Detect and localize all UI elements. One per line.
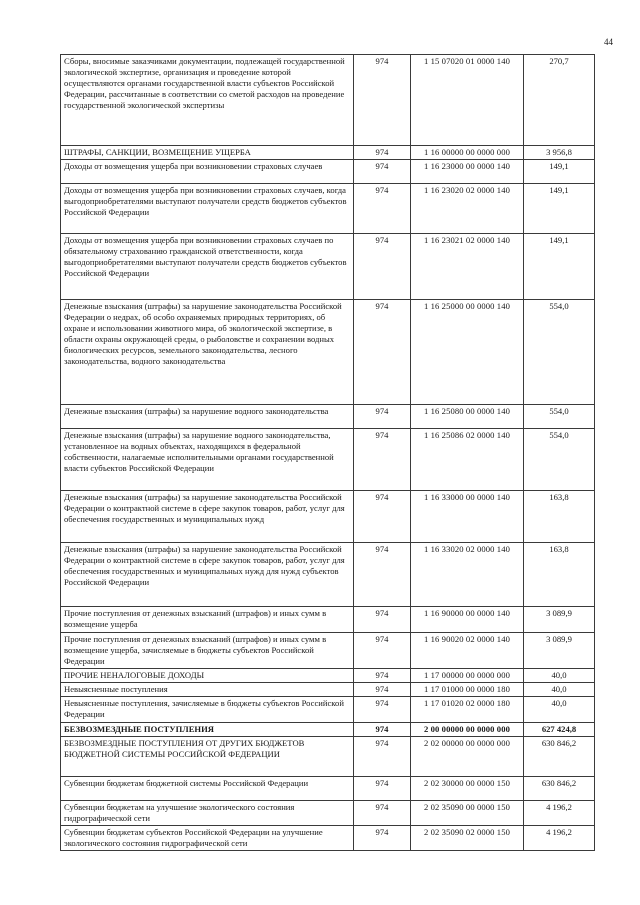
row-sum-cell: 554,0 (524, 300, 595, 405)
row-budget-code-cell: 1 16 90020 02 0000 140 (411, 633, 524, 669)
row-sum-cell: 627 424,8 (524, 723, 595, 737)
row-budget-code-cell: 1 16 33020 02 0000 140 (411, 543, 524, 607)
row-admin-code-cell: 974 (354, 405, 411, 429)
row-budget-code-cell: 2 02 30000 00 0000 150 (411, 777, 524, 801)
row-sum-cell: 630 846,2 (524, 737, 595, 777)
row-name-cell: ПРОЧИЕ НЕНАЛОГОВЫЕ ДОХОДЫ (61, 669, 354, 683)
row-admin-code-cell: 974 (354, 669, 411, 683)
row-admin-code-cell: 974 (354, 697, 411, 723)
table-row (61, 697, 595, 723)
row-name-cell: Невыясненные поступления (61, 683, 354, 697)
row-admin-code-cell: 974 (354, 607, 411, 633)
row-budget-code-cell: 2 00 00000 00 0000 000 (411, 723, 524, 737)
row-sum-cell: 554,0 (524, 429, 595, 491)
row-sum-cell: 3 956,8 (524, 146, 595, 160)
row-admin-code-cell: 974 (354, 491, 411, 543)
row-name-cell: Доходы от возмещения ущерба при возникновении страховых случаев, когда выгодоприобретателями выступают получатели средств бюджетов субъектов Российской Федерации (61, 184, 354, 234)
row-sum-cell: 4 196,2 (524, 801, 595, 826)
row-name-cell: Прочие поступления от денежных взысканий (штрафов) и иных сумм в возмещение ущерба (61, 607, 354, 633)
row-admin-code-cell: 974 (354, 633, 411, 669)
row-budget-code-cell: 1 16 23000 00 0000 140 (411, 160, 524, 184)
row-budget-code-cell: 2 02 35090 02 0000 150 (411, 826, 524, 851)
table-row (61, 826, 595, 851)
row-name-cell: Сборы, вносимые заказчиками документации, подлежащей государственной экологической экспертизе, организация и проведение которой осуществляются органами государственной власти субъектов Российской Федерации, рассчитанные в соответствии со сметой расходов на проведение государственной экологической экспертизы (61, 55, 354, 146)
row-sum-cell: 163,8 (524, 543, 595, 607)
row-admin-code-cell: 974 (354, 55, 411, 146)
table-row (61, 737, 595, 777)
row-sum-cell: 149,1 (524, 184, 595, 234)
table-row (61, 801, 595, 826)
row-admin-code-cell: 974 (354, 683, 411, 697)
table-row (61, 543, 595, 607)
row-sum-cell: 4 196,2 (524, 826, 595, 851)
row-name-cell: БЕЗВОЗМЕЗДНЫЕ ПОСТУПЛЕНИЯ ОТ ДРУГИХ БЮДЖЕТОВ БЮДЖЕТНОЙ СИСТЕМЫ РОССИЙСКОЙ ФЕДЕРАЦИИ (61, 737, 354, 777)
row-budget-code-cell: 1 17 01020 02 0000 180 (411, 697, 524, 723)
table-row (61, 777, 595, 801)
table-row (61, 184, 595, 234)
row-admin-code-cell: 974 (354, 300, 411, 405)
row-admin-code-cell: 974 (354, 777, 411, 801)
row-admin-code-cell: 974 (354, 429, 411, 491)
row-admin-code-cell: 974 (354, 184, 411, 234)
page-number: 44 (604, 37, 613, 47)
row-admin-code-cell: 974 (354, 146, 411, 160)
row-sum-cell: 163,8 (524, 491, 595, 543)
table-row (61, 723, 595, 737)
row-admin-code-cell: 974 (354, 723, 411, 737)
row-sum-cell: 40,0 (524, 683, 595, 697)
table-body (61, 55, 595, 851)
table-row (61, 405, 595, 429)
row-budget-code-cell: 2 02 00000 00 0000 000 (411, 737, 524, 777)
row-sum-cell: 3 089,9 (524, 607, 595, 633)
row-name-cell: Прочие поступления от денежных взысканий (штрафов) и иных сумм в возмещение ущерба, зачисляемые в бюджеты субъектов Российской Федерации (61, 633, 354, 669)
row-name-cell: Доходы от возмещения ущерба при возникновении страховых случаев по обязательному страхованию гражданской ответственности, когда выгодоприобретателями выступают получатели средств бюджетов субъектов Российской Федерации (61, 234, 354, 300)
row-budget-code-cell: 1 16 33000 00 0000 140 (411, 491, 524, 543)
row-budget-code-cell: 1 16 25086 02 0000 140 (411, 429, 524, 491)
row-budget-code-cell: 1 16 25080 00 0000 140 (411, 405, 524, 429)
row-sum-cell: 149,1 (524, 234, 595, 300)
row-name-cell: Денежные взыскания (штрафы) за нарушение законодательства Российской Федерации о недрах, об особо охраняемых природных территориях, об охране и использовании животного мира, об экологической экспертизе, в области охраны окружающей среды, о рыболовстве и сохранении водных биологических ресурсов, земельного законодательства, лесного законодательства, водного законодательства (61, 300, 354, 405)
row-sum-cell: 270,7 (524, 55, 595, 146)
row-sum-cell: 149,1 (524, 160, 595, 184)
row-sum-cell: 630 846,2 (524, 777, 595, 801)
row-admin-code-cell: 974 (354, 801, 411, 826)
table-row (61, 683, 595, 697)
table-row (61, 160, 595, 184)
table-row (61, 55, 595, 146)
row-admin-code-cell: 974 (354, 543, 411, 607)
row-admin-code-cell: 974 (354, 737, 411, 777)
row-admin-code-cell: 974 (354, 234, 411, 300)
table-row (61, 234, 595, 300)
table-row (61, 633, 595, 669)
row-budget-code-cell: 2 02 35090 00 0000 150 (411, 801, 524, 826)
row-name-cell: Денежные взыскания (штрафы) за нарушение водного законодательства, установленное на водных объектах, находящихся в федеральной собственности, налагаемые исполнительными органами государственной власти субъектов Российской Федерации (61, 429, 354, 491)
row-name-cell: Субвенции бюджетам на улучшение экологического состояния гидрографической сети (61, 801, 354, 826)
row-budget-code-cell: 1 16 25000 00 0000 140 (411, 300, 524, 405)
row-name-cell: Денежные взыскания (штрафы) за нарушение законодательства Российской Федерации о контрактной системе в сфере закупок товаров, работ, услуг для обеспечения государственных и муниципальных нужд для нужд субъектов Российской Федерации (61, 543, 354, 607)
row-name-cell: Субвенции бюджетам бюджетной системы Российской Федерации (61, 777, 354, 801)
row-admin-code-cell: 974 (354, 160, 411, 184)
row-sum-cell: 554,0 (524, 405, 595, 429)
table-row (61, 669, 595, 683)
row-admin-code-cell: 974 (354, 826, 411, 851)
row-sum-cell: 40,0 (524, 669, 595, 683)
row-budget-code-cell: 1 16 00000 00 0000 000 (411, 146, 524, 160)
table-row (61, 146, 595, 160)
row-name-cell: Денежные взыскания (штрафы) за нарушение водного законодательства (61, 405, 354, 429)
row-name-cell: ШТРАФЫ, САНКЦИИ, ВОЗМЕЩЕНИЕ УЩЕРБА (61, 146, 354, 160)
row-budget-code-cell: 1 17 00000 00 0000 000 (411, 669, 524, 683)
table-row (61, 607, 595, 633)
row-budget-code-cell: 1 15 07020 01 0000 140 (411, 55, 524, 146)
row-sum-cell: 40,0 (524, 697, 595, 723)
row-name-cell: Субвенции бюджетам субъектов Российской Федерации на улучшение экологического состояния гидрографической сети (61, 826, 354, 851)
row-name-cell: Доходы от возмещения ущерба при возникновении страховых случаев (61, 160, 354, 184)
table-row (61, 429, 595, 491)
row-name-cell: БЕЗВОЗМЕЗДНЫЕ ПОСТУПЛЕНИЯ (61, 723, 354, 737)
table-row (61, 491, 595, 543)
row-budget-code-cell: 1 17 01000 00 0000 180 (411, 683, 524, 697)
row-name-cell: Невыясненные поступления, зачисляемые в бюджеты субъектов Российской Федерации (61, 697, 354, 723)
row-budget-code-cell: 1 16 23021 02 0000 140 (411, 234, 524, 300)
budget-revenue-table (60, 54, 595, 851)
row-budget-code-cell: 1 16 90000 00 0000 140 (411, 607, 524, 633)
table-row (61, 300, 595, 405)
row-budget-code-cell: 1 16 23020 02 0000 140 (411, 184, 524, 234)
row-sum-cell: 3 089,9 (524, 633, 595, 669)
row-name-cell: Денежные взыскания (штрафы) за нарушение законодательства Российской Федерации о контрактной системе в сфере закупок товаров, работ, услуг для обеспечения государственных и муниципальных нужд (61, 491, 354, 543)
